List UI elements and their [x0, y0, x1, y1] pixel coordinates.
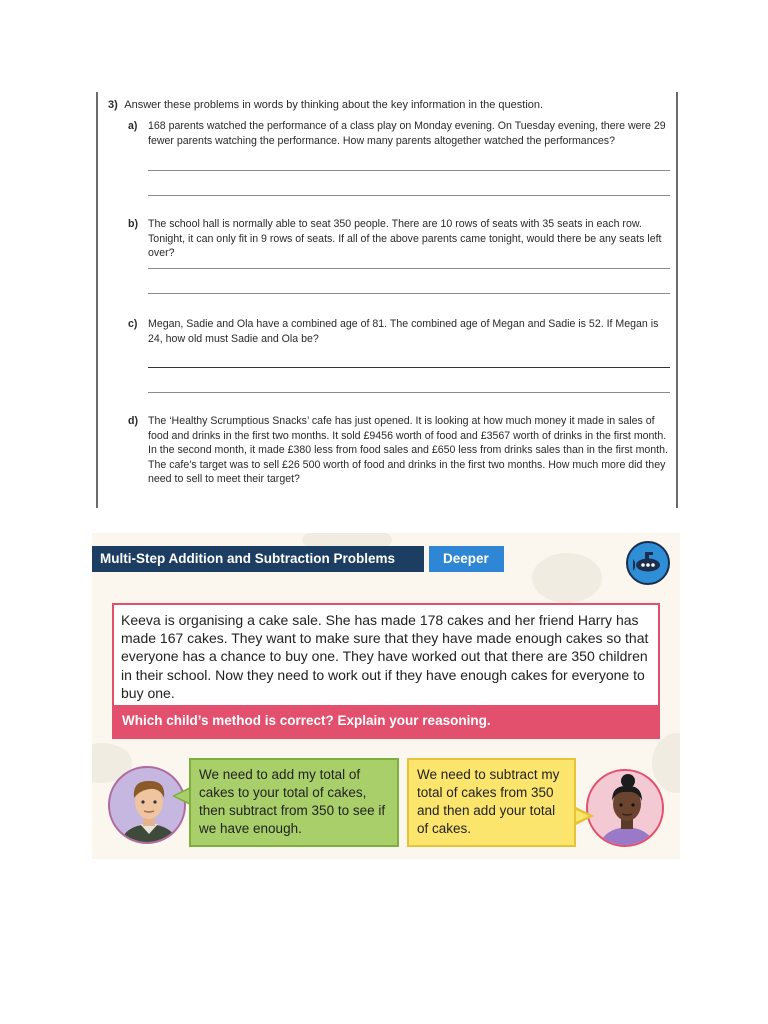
answer-line[interactable]	[148, 293, 670, 294]
question-a	[128, 119, 668, 148]
answer-line[interactable]	[148, 170, 670, 171]
question-text: The ‘Healthy Scrumptious Snacks’ cafe has just opened. It is looking at how much money it made in sales of food and drinks in the first two months. It sold £9456 worth of food and £3567 worth of drinks in the first month. In the second month, it made £380 less from food sales and £650 less from drinks sales than in the first month. The cafe’s target was to sell £26 500 worth of food and drinks in the first two months. How much more did they need to sell to meet their target?	[148, 415, 668, 485]
question-text: Megan, Sadie and Ola have a combined age of 81. The combined age of Megan and Sadie is 52. If Megan is 24, how old must Sadie and Ola be?	[148, 318, 659, 345]
question-letter: c)	[128, 318, 138, 330]
intro-text: Answer these problems in words by thinking about the key information in the question.	[124, 99, 544, 111]
submarine-icon	[626, 541, 670, 585]
question-text: 168 parents watched the performance of a class play on Monday evening. On Tuesday evening, there were 29 fewer parents watching the performance. How many parents altogether watched the performances?	[148, 120, 666, 147]
background-decoration	[532, 553, 602, 603]
problem-text: Keeva is organising a cake sale. She has made 178 cakes and her friend Harry has made 167 cakes. They want to make sure that they have made enough cakes so that everyone has a chance to buy one. They have worked out that there are 350 children in their school. Now they need to work out if they have enough cakes for everyone to buy one.	[121, 612, 649, 701]
question-prompt: Which child’s method is correct? Explain your reasoning.	[114, 705, 658, 737]
question-letter: d)	[128, 415, 138, 427]
worksheet-intro	[108, 98, 543, 112]
answer-line[interactable]	[148, 268, 670, 269]
answer-line[interactable]	[148, 367, 670, 368]
question-letter: a)	[128, 120, 138, 132]
question-text: The school hall is normally able to seat 350 people. There are 10 rows of seats with 35 seats in each row. Tonight, it can only fit in 9 rows of seats. If all of the above parents came tonight, would there be any seats left over?	[148, 218, 662, 259]
speech-bubble-left: We need to add my total of cakes to your total of cakes, then subtract from 350 to see if we have enough.	[189, 758, 399, 847]
problem-box	[112, 603, 660, 739]
bubble-tail	[175, 789, 190, 803]
question-b	[128, 217, 668, 261]
worksheet-section	[96, 92, 678, 508]
answer-line[interactable]	[148, 392, 670, 393]
question-letter: b)	[128, 218, 138, 230]
question-d	[128, 414, 668, 487]
speech-bubble-right: We need to subtract my total of cakes from 350 and then add your total of cakes.	[407, 758, 576, 847]
bubble-tail	[574, 809, 589, 823]
slide-section	[92, 533, 680, 859]
question-number: 3)	[108, 99, 118, 111]
slide-title: Multi-Step Addition and Subtraction Problems	[92, 546, 424, 572]
level-badge: Deeper	[429, 546, 504, 572]
answer-line[interactable]	[148, 195, 670, 196]
boy-avatar	[108, 766, 186, 844]
question-c	[128, 317, 668, 346]
girl-avatar	[586, 769, 664, 847]
